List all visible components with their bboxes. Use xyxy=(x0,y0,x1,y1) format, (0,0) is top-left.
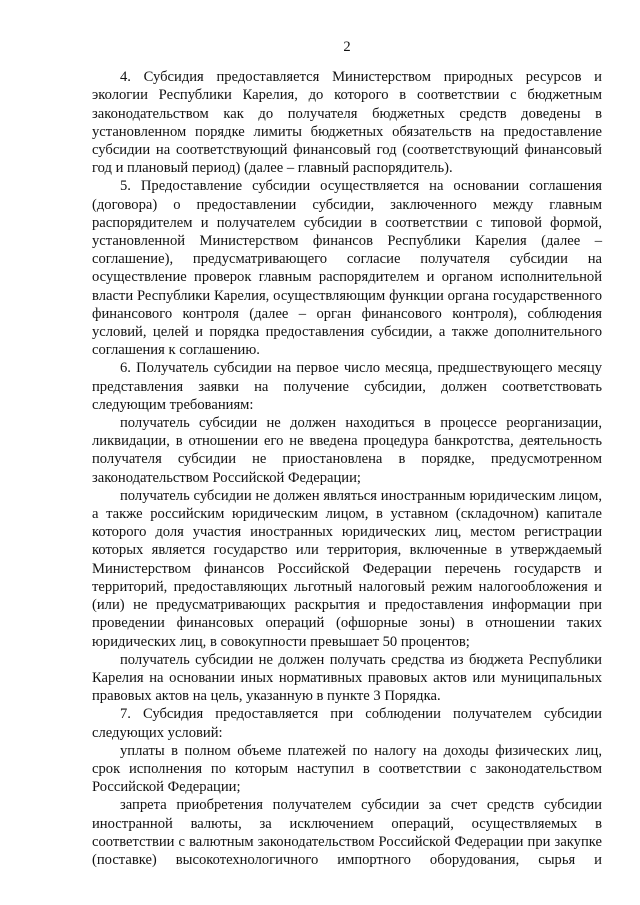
paragraph-item-7: 7. Субсидия предоставляется при соблюдении получателем субсидии следующих условий: xyxy=(92,706,602,741)
requirement-other-funding: получатель субсидии не должен получать средства из бюджета Республики Карелия на основании иных нормативных правовых актов или муниципальных правовых актов на цель, указанную в пункте 3 Порядка. xyxy=(92,651,602,705)
condition-income-tax: уплаты в полном объеме платежей по налогу на доходы физических лиц, срок исполнения по которым наступил в соответствии с законодательством Российской Федерации; xyxy=(92,742,602,796)
paragraph-item-4: 4. Субсидия предоставляется Министерством природных ресурсов и экологии Республики Карелия, до которого в соответствии с бюджетным законодательством как до получателя бюджетных средств доведены в установленном порядке лимиты бюджетных обязательств на предоставление субсидии на соответствующий финансовый год (соответствующий финансовый год и плановый период) (далее – главный распорядитель). xyxy=(92,69,602,177)
requirement-reorganization: получатель субсидии не должен находиться в процессе реорганизации, ликвидации, в отношении его не введена процедура банкротства, деятельность получателя субсидии не приостановлена в порядке, предусмотренном законодательством Российской Федерации; xyxy=(92,415,602,486)
page-number: 2 xyxy=(343,39,351,55)
paragraph-item-5: 5. Предоставление субсидии осуществляется на основании соглашения (договора) о предоставлении субсидии, заключенного между главным распорядителем и получателем субсидии в соответствии с типовой формой, установленной Министерством финансов Республики Карелия (далее – соглашение), предусматривающего согласие получателя субсидии на осуществление проверок главным распорядителем и органом исполнительной власти Республики Карелия, осуществляющим функции органа государственного финансового контроля (далее – орган финансового контроля), соблюдения условий, целей и порядка предоставления субсидии, а также дополнительного соглашения к соглашению. xyxy=(92,178,602,359)
requirement-foreign-entity: получатель субсидии не должен являться иностранным юридическим лицом, а также российским юридическим лицом, в уставном (складочном) капитале которого доля участия иностранных юридических лиц, местом регистрации которых является государство или территория, включенные в утверждаемый Министерством финансов Российской Федерации перечень государств и территорий, предоставляющих льготный налоговый режим налогообложения и (или) не предусматривающих раскрытия и предоставления информации при проведении финансовых операций (офшорные зоны) в отношении таких юридических лиц, в совокупности превышает 50 процентов; xyxy=(92,487,602,650)
paragraph-item-6: 6. Получатель субсидии на первое число месяца, предшествующего месяцу представления заявки на получение субсидии, должен соответствовать следующим требованиям: xyxy=(92,360,602,413)
condition-foreign-currency: запрета приобретения получателем субсидии за счет средств субсидии иностранной валюты, за исключением операций, осуществляемых в соответствии с валютным законодательством Российской Федерации при закупке (поставке) высокотехнологичного импортного оборудования, сырья и xyxy=(92,797,602,868)
